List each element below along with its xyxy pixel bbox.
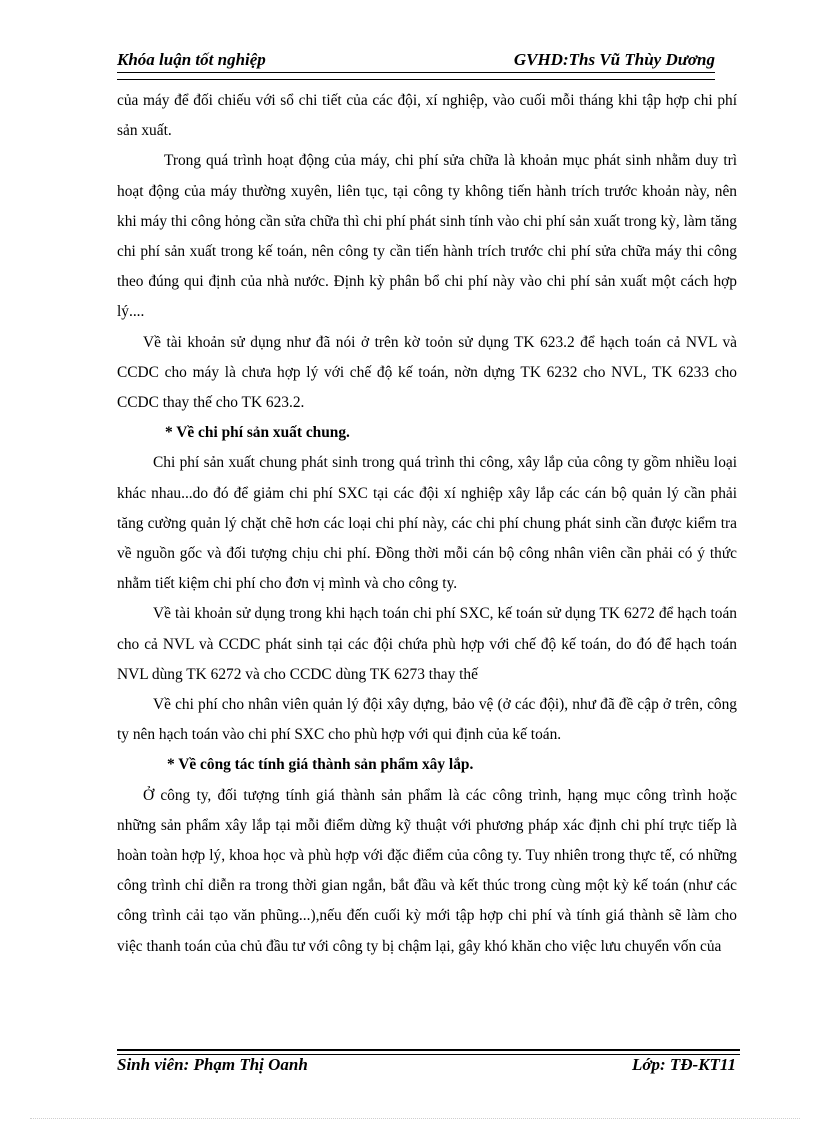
page-header (117, 50, 715, 74)
paragraph-1: của máy để đối chiếu với sổ chi tiết của các đội, xí nghiệp, vào cuối mỗi tháng khi tập hợp chi phí sản xuất. (117, 92, 737, 140)
footer-student-name: Sinh viên: Phạm Thị Oanh (117, 1055, 308, 1074)
paragraph-5: Về tài khoản sử dụng trong khi hạch toán chi phí SXC, kế toán sử dụng TK 6272 để hạch toán cho cả NVL và CCDC phát sinh tại các đội chứa phù hợp với chế độ kế toán, do đó để hạch toán NVL dùng TK 6272 và cho CCDC dùng TK 6273 thay thế (117, 605, 737, 683)
header-thesis-title: Khóa luận tốt nghiệp (117, 50, 266, 69)
section-heading-overhead-cost: * Về chi phí sản xuất chung. (165, 424, 350, 442)
document-body (117, 86, 737, 962)
paragraph-3: Về tài khoản sử dụng như đã nói ở trên kờ toỏn sử dụng TK 623.2 để hạch toán cả NVL và CCDC cho máy là chưa hợp lý với chế độ kế toán, nờn dựng TK 6232 cho NVL, TK 6233 cho CCDC thay thế cho TK 623.2. (117, 333, 737, 412)
paragraph-6: Về chi phí cho nhân viên quản lý đội xây dựng, bảo vệ (ở các đội), như đã đề cập ở trên, công ty nên hạch toán vào chi phí SXC cho phù hợp với qui định của kế toán. (117, 696, 737, 744)
footer-class: Lớp: TĐ-KT11 (631, 1055, 736, 1074)
page-edge-line (30, 1118, 800, 1119)
page-footer (117, 1055, 736, 1079)
paragraph-4: Chi phí sản xuất chung phát sinh trong quá trình thi công, xây lắp của công ty gồm nhiều loại khác nhau...do đó để giảm chi phí SXC tại các đội xí nghiệp xây lắp các cán bộ quản lý cần phải tăng cường quản lý chặt chẽ hơn các loại chi phí này, các chi phí chung phát sinh cần được kiểm tra về nguồn gốc và đối tượng chịu chi phí. Đồng thời mỗi cán bộ công nhân viên cần phải có ý thức nhằm tiết kiệm chi phí cho đơn vị mình và cho công ty. (117, 454, 737, 593)
header-divider (117, 72, 715, 80)
paragraph-2: Trong quá trình hoạt động của máy, chi phí sửa chữa là khoản mục phát sinh nhằm duy trì hoạt động của máy thường xuyên, liên tục, tại công ty không tiến hành trích trước khoản này, nên khi máy thi công hỏng cần sửa chữa thì chi phí phát sinh tính vào chi phí sản xuất trong kỳ, làm tăng chi phí sản xuất trong kế toán, nên công ty cần tiến hành trích trước chi phí sửa chữa máy thi công theo đúng qui định của nhà nước. Định kỳ phân bổ chi phí này vào chi phí sản xuất một cách hợp lý.... (117, 152, 737, 321)
section-heading-cost-calculation: * Về công tác tính giá thành sản phẩm xây lắp. (167, 756, 474, 774)
header-supervisor: GVHD:Ths Vũ Thùy Dương (513, 50, 715, 69)
paragraph-7: Ở công ty, đối tượng tính giá thành sản phẩm là các công trình, hạng mục công trình hoặc những sản phẩm xây lắp tại mỗi điểm dừng kỹ thuật với phương pháp xác định chi phí trực tiếp là hoàn toàn hợp lý, khoa học và phù hợp với đặc điểm của công ty. Tuy nhiên trong thực tế, có những công trình chỉ diễn ra trong thời gian ngắn, bắt đầu và kết thúc trong cùng một kỳ kế toán (như các công trình cải tạo văn phũng...),nếu đến cuối kỳ mới tập hợp chi phí và tính giá thành sẽ làm cho việc thanh toán của chủ đầu tư với công ty bị chậm lại, gây khó khăn cho việc lưu chuyển vốn của (117, 786, 737, 955)
